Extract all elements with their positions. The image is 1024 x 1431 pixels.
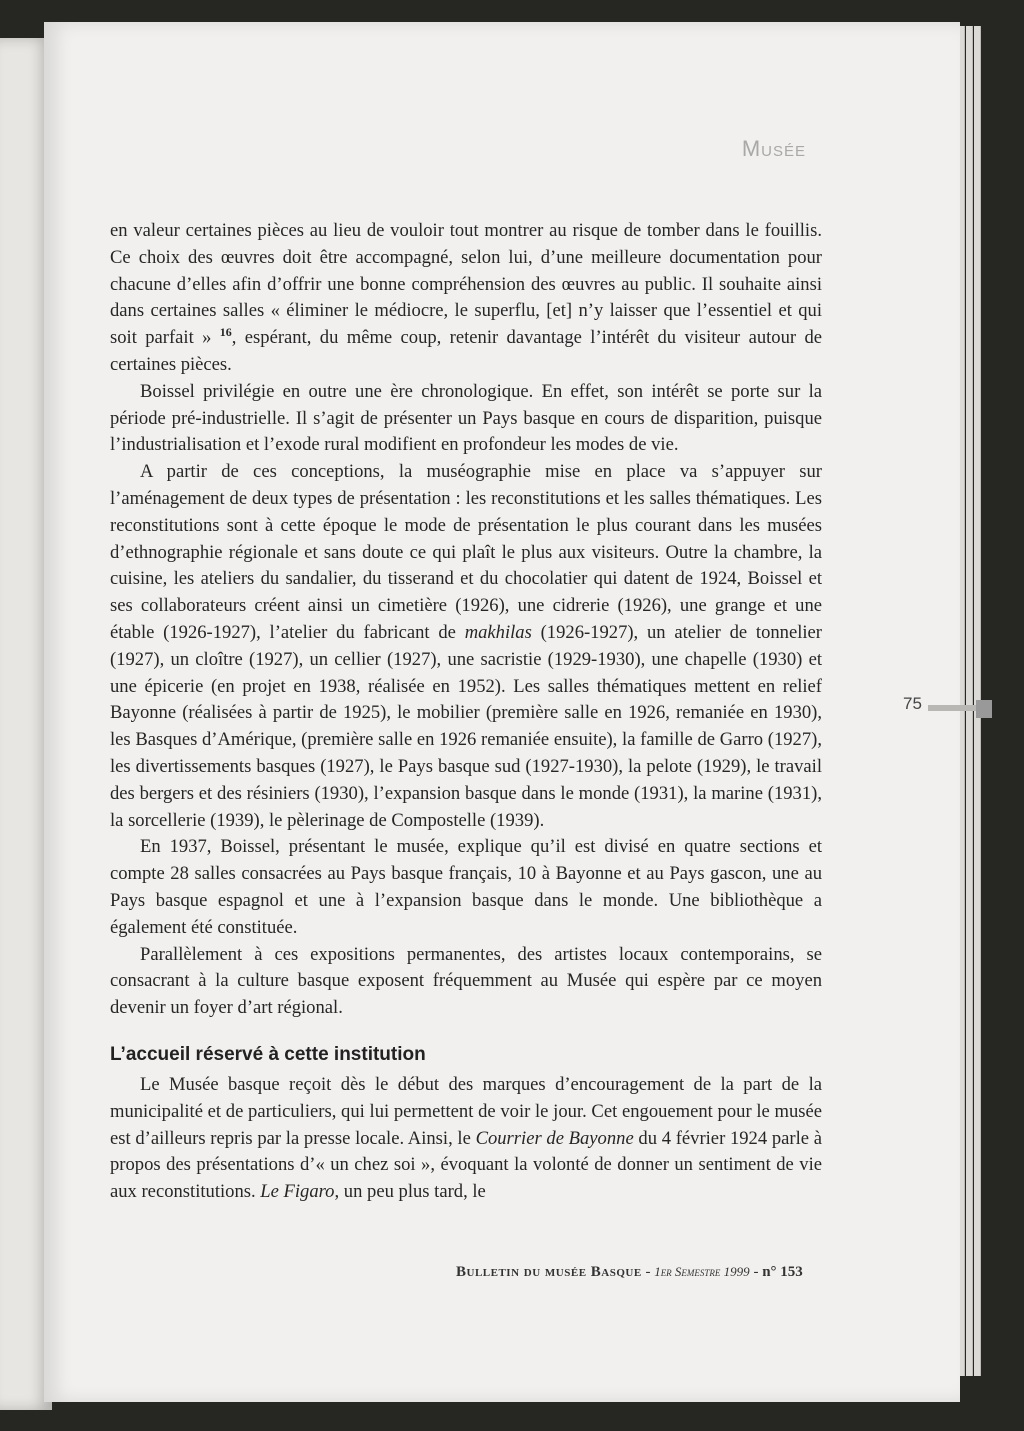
page-footer (456, 1264, 803, 1281)
page-marker-tab (976, 700, 992, 718)
italic-title: Le Figaro (260, 1181, 335, 1203)
italic-title: Courrier de Bayonne (475, 1127, 634, 1149)
paragraph-text: , espérant, du même coup, retenir davantage l’intérêt du visiteur autour de certaines pièces. (110, 327, 823, 375)
footer-issue-number: n° 153 (762, 1264, 803, 1280)
footer-journal-title: Bulletin du musée Basque (456, 1264, 642, 1280)
paragraph (110, 1072, 822, 1206)
paragraph (110, 218, 822, 379)
paragraph-text: en valeur certaines pièces au lieu de vouloir tout montrer au risque de tomber dans le fouillis. Ce choix des œuvres doit être accompagné, selon lui, d’une meilleure documentation pour chacune d’elles afin d’offrir une bonne compréhension des œuvres au public. Il souhaite ainsi dans certaines salles « éliminer le médiocre, le superflu, [et] n’y laisser que l’essentiel et qui soit parfait » (110, 220, 822, 349)
paragraph (110, 942, 822, 1022)
paragraph-text: En 1937, Boissel, présentant le musée, explique qu’il est divisé en quatre sections et compte 28 salles consacrées au Pays basque français, 10 à Bayonne et au Pays gascon, une au Pays basque espagnol et une à l’expansion basque dans le monde. Une bibliothèque a également été constituée. (110, 836, 822, 938)
italic-term: makhilas (464, 621, 532, 643)
paragraph-text: Le Musée basque reçoit dès le début des marques d’encouragement de la part de la municipalité et de particuliers, qui lui permettent de voir le jour. Cet engouement pour le musée est d’ailleurs repris par la presse locale. Ainsi, le (110, 1073, 822, 1149)
footer-semester: 1er Semestre 1999 (654, 1264, 750, 1279)
paragraph-text: du 4 février 1924 parle à propos des présentations d’« un chez soi », évoquant la volonté de donner un sentiment de vie aux reconstitutions. (110, 1127, 822, 1203)
running-header: Musée (741, 136, 806, 161)
paragraph-text: Parallèlement à ces expositions permanentes, des artistes locaux contemporains, se consacrant à la culture basque exposent fréquemment au Musée qui espère par ce moyen devenir un foyer d’art régional. (110, 943, 822, 1019)
paragraph (110, 459, 822, 834)
section-heading: L’accueil réservé à cette institution (110, 1043, 426, 1065)
footer-separator: - (749, 1264, 763, 1280)
paragraph-text: , un peu plus tard, le (334, 1181, 486, 1203)
footnote-ref: 16 (219, 325, 232, 339)
page-stack-edge (966, 26, 973, 1376)
footer-separator: - (641, 1264, 655, 1280)
paragraph (110, 379, 822, 459)
page-number: 75 (903, 694, 922, 713)
paragraph-text: (1926-1927), un atelier de tonnelier (1927), un cloître (1927), un cellier (1927), une sacristie (1929-1930), une chapelle (1930) et une épicerie (en projet en 1938, réalisée en 1952). Les salles thématiques mettent en relief Bayonne (réalisées à partir de 1925), le mobilier (première salle en 1926, remaniée en 1930), les Basques d’Amérique, (première salle en 1926 remaniée ensuite), la famille de Garro (1927), les divertissements basques (1927), le Pays basque sud (1927-1930), la pelote (1929), le travail des bergers et des résiniers (1930), l’expansion basque dans le monde (1931), la marine (1931), la sorcellerie (1939), le pèlerinage de Compostelle (1939). (110, 621, 822, 831)
paragraph-text: A partir de ces conceptions, la muséographie mise en place va s’appuyer sur l’aménagement de deux types de présentation : les reconstitutions et les salles thématiques. Les reconstitutions sont à cette époque le mode de présentation le plus courant dans les musées d’ethnographie régionale et sans doute ce qui plaît le plus aux visiteurs. Outre la chambre, la cuisine, les ateliers du sandalier, du tisserand et du chocolatier qui datent de 1924, Boissel et ses collaborateurs créent ainsi un cimetière (1926), une cidrerie (1926), une grange et une étable (1926-1927), l’atelier du fabricant de (110, 461, 822, 643)
article-body (110, 218, 822, 1206)
paragraph (110, 834, 822, 941)
paragraph-text: Boissel privilégie en outre une ère chronologique. En effet, son intérêt se porte sur la période pré-industrielle. Il s’agit de présenter un Pays basque en cours de disparition, puisque l’industrialisation et l’exode rural modifient en profondeur les modes de vie. (110, 380, 822, 456)
